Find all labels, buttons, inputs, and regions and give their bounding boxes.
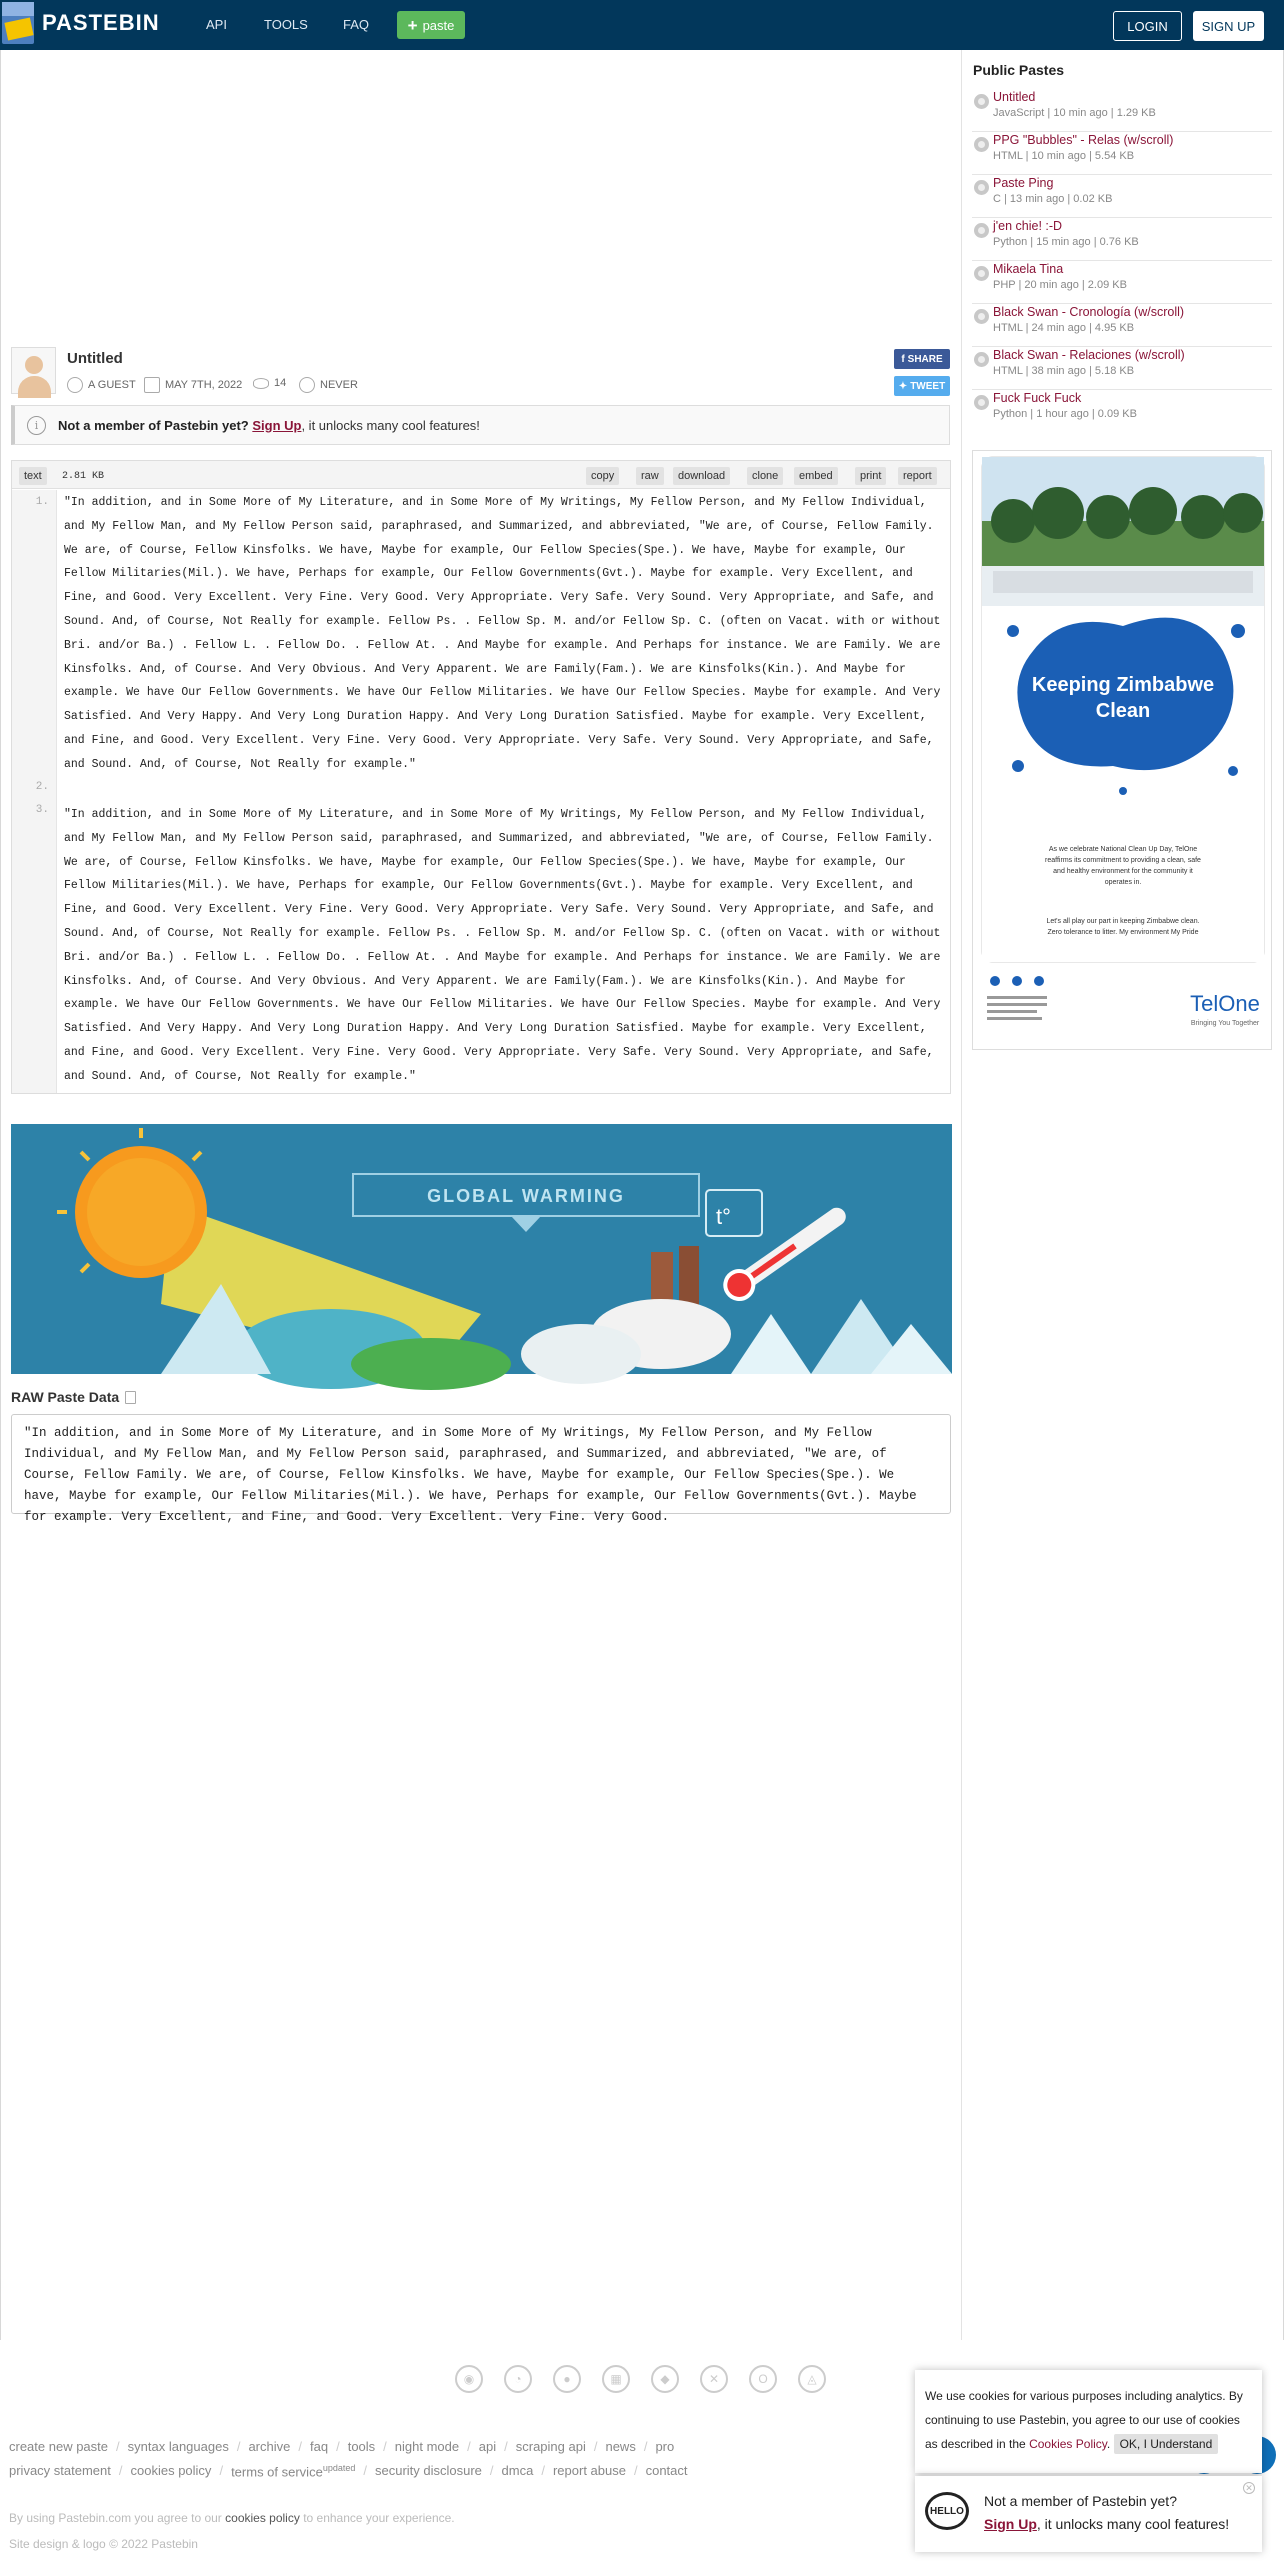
public-paste-item[interactable] <box>972 261 1272 304</box>
footer-link-scraping-api[interactable]: scraping api <box>515 2439 586 2454</box>
eye-icon <box>253 378 269 389</box>
not-member-signup: Sign Up, it unlocks many cool features! <box>984 2516 1230 2532</box>
tor-icon[interactable]: ◬ <box>798 2365 826 2393</box>
code-line-1: "In addition, and in Some More of My Literature, and in Some More of My Writings, My Fellow Person, and My Fellow Individual, and My Fellow Man, and My Fellow Person said, paraphrased, and Summarized, and abbreviated, "We are, of Course, Fellow Family. We are, of Course, Fellow Kinsfolks. We have, Maybe for example, Our Fellow Species(Spe.). We have, Maybe for example, Our Fellow Militaries(Mil.). We have, Perhaps for example, Our Fellow Governments(Gvt.). Maybe for example. Very Excellent, and Fine, and Good. Very Excellent. Very Fine. Very Good. Very Appropriate. Very Safe. Very Sound. Very Appropriate, and Safe, and Sound. And, of Course, Not Really for example. Fellow Ps. . Fellow Sp. M. and/or Fellow Sp. C. (often on Vacat. with or without Bri. and/or Ba.) . Fellow L. . Fellow Do. . Fellow At. . And Maybe for example. And Perhaps for instance. We are Family. We are Kinsfolks. And, of Course. And Very Obvious. And Very Apparent. We are Family(Fam.). We are Kinsfolks(Kin.). And Maybe for example. We have Our Fellow Governments. We have Our Fellow Militaries. We have Our Fellow Species. Maybe for example. And Very Satisfied. And Very Happy. And Very Long Duration Happy. And Very Long Duration Satisfied. Maybe for example. Very Excellent, and Fine, and Good. Very Excellent. Very Fine. Very Good. Very Appropriate. Very Safe. Very Sound. Very Appropriate, and Safe, and Sound. And, of Course, Not Really for example." <box>64 496 948 771</box>
android-icon[interactable]: ◆ <box>651 2365 679 2393</box>
footer-link-privacy-statement[interactable]: privacy statement <box>9 2463 111 2478</box>
footer-app-icons <box>455 2365 826 2393</box>
paste-code-box <box>11 460 951 1094</box>
globe-icon <box>974 137 989 152</box>
cookie-ok-button[interactable]: OK, I Understand <box>1114 2434 1219 2454</box>
opera-icon[interactable]: O <box>749 2365 777 2393</box>
paste-author[interactable]: A GUEST <box>67 377 136 393</box>
public-paste-meta: Python | 15 min ago | 0.76 KB <box>993 236 1139 248</box>
line-number: 2. <box>35 781 49 793</box>
sidebar-divider <box>961 50 962 2340</box>
public-paste-title[interactable]: Paste Ping <box>993 176 1054 190</box>
public-paste-meta: C | 13 min ago | 0.02 KB <box>993 193 1113 205</box>
embed-button[interactable]: embed <box>794 467 838 485</box>
not-member-text: Not a member of Pastebin yet? <box>984 2493 1177 2509</box>
ad-headline-line-1: Keeping Zimbabwe <box>1031 674 1215 696</box>
footer-copyright: Site design & logo © 2022 Pastebin <box>9 2537 198 2551</box>
not-member-popup <box>915 2476 1262 2552</box>
syntax-label[interactable]: text <box>19 467 47 485</box>
public-paste-title[interactable]: Untitled <box>993 90 1036 104</box>
public-paste-meta: HTML | 24 min ago | 4.95 KB <box>993 322 1135 334</box>
paste-title: Untitled <box>67 350 123 367</box>
signup-notice: i Not a member of Pastebin yet? Sign Up , it unlocks many cool features! <box>11 405 950 445</box>
public-paste-item[interactable] <box>972 390 1272 433</box>
footer-cookies-policy-link[interactable]: cookies policy <box>225 2511 300 2525</box>
banner-illustration <box>11 1124 952 1374</box>
public-paste-item[interactable] <box>972 218 1272 261</box>
ad-brand: TelOne <box>1190 991 1260 1016</box>
print-button[interactable]: print <box>855 467 886 485</box>
public-paste-meta: PHP | 20 min ago | 2.09 KB <box>993 279 1127 291</box>
info-icon: i <box>27 416 46 435</box>
paste-expiry: NEVER <box>299 377 358 393</box>
globe-icon <box>974 352 989 367</box>
ad-body-line-6: Zero tolerance to litter. My environment My Pride <box>1047 929 1199 936</box>
public-paste-meta: HTML | 10 min ago | 5.54 KB <box>993 150 1135 162</box>
paste-views: 14 <box>253 377 286 389</box>
nav-api[interactable]: API <box>206 17 227 32</box>
raw-paste-title: RAW Paste Data <box>11 1389 136 1405</box>
firefox-icon[interactable]: ◔ <box>504 2365 532 2393</box>
public-paste-meta: JavaScript | 10 min ago | 1.29 KB <box>993 107 1156 119</box>
nav-faq[interactable]: FAQ <box>343 17 370 32</box>
globe-icon <box>974 180 989 195</box>
public-paste-meta: Python | 1 hour ago | 0.09 KB <box>993 408 1137 420</box>
public-paste-title[interactable]: j'en chie! :-D <box>993 219 1063 233</box>
apple-icon[interactable]: ● <box>553 2365 581 2393</box>
calendar-icon <box>144 377 160 393</box>
footer-link-tools[interactable]: tools <box>347 2439 376 2454</box>
banner-heading: GLOBAL WARMING <box>427 1186 625 1206</box>
chrome-icon[interactable]: ◉ <box>455 2365 483 2393</box>
ad-body-line-2: reaffirms its commitment to providing a clean, safe <box>1045 857 1201 864</box>
new-paste-button[interactable]: + paste <box>397 11 465 39</box>
globe-icon <box>974 395 989 410</box>
ad-headline-line-2: Clean <box>1095 700 1151 722</box>
footer-link-terms-of-service[interactable]: terms of service$^{updated}$ <box>231 2463 356 2480</box>
ad-body-line-5: Let's all play our part in keeping Zimbabwe clean. <box>1046 918 1200 925</box>
globe-icon <box>974 309 989 324</box>
pastebin-logo[interactable] <box>2 2 160 44</box>
globe-icon <box>974 266 989 281</box>
clone-button[interactable]: clone <box>747 467 783 485</box>
footer-link-syntax-languages[interactable]: syntax languages <box>127 2439 229 2454</box>
globe-icon <box>974 223 989 238</box>
copy-button[interactable]: copy <box>586 467 619 485</box>
code-line-3: "In addition, and in Some More of My Literature, and in Some More of My Writings, My Fellow Person, and My Fellow Individual, and My Fellow Man, and My Fellow Person said, paraphrased, and Summarized, and abbreviated, "We are, of Course, Fellow Family. We are, of Course, Fellow Kinsfolks. We have, Maybe for example, Our Fellow Species(Spe.). We have, Maybe for example, Our Fellow Militaries(Mil.). We have, Perhaps for example, Our Fellow Governments(Gvt.). Maybe for example. Very Excellent, and Fine, and Good. Very Excellent. Very Fine. Very Good. Very Appropriate. Very Safe. Very Sound. Very Appropriate, and Safe, and Sound. And, of Course, Not Really for example. Fellow Ps. . Fellow Sp. M. and/or Fellow Sp. C. (often on Vacat. with or without Bri. and/or Ba.) . Fellow L. . Fellow Do. . Fellow At. . And Maybe for example. And Perhaps for instance. We are Family. We are Kinsfolks. And, of Course. And Very Obvious. And Very Apparent. We are Family(Fam.). We are Kinsfolks(Kin.). And Maybe for example. We have Our Fellow Governments. We have Our Fellow Militaries. We have Our Fellow Species. Maybe for example. And Very Satisfied. And Very Happy. And Very Long Duration Happy. And Very Long Duration Satisfied. Maybe for example. Very Excellent, and Fine, and Good. Very Excellent. Very Fine. Very Good. Very Appropriate. Very Safe. Very Sound. Very Appropriate, and Safe, and Sound. And, of Course, Not Really for example." <box>64 808 948 1083</box>
ad-body-line-4: operates in. <box>1104 879 1142 886</box>
telone-ad-artwork <box>973 451 1273 1051</box>
footer-link-create-new-paste[interactable]: create new paste <box>9 2439 109 2454</box>
footer-link-pro[interactable]: pro <box>655 2439 675 2454</box>
public-pastes-title: Public Pastes <box>973 62 1065 78</box>
report-button[interactable]: report <box>898 467 937 485</box>
telone-side-ad[interactable] <box>972 450 1272 1050</box>
public-paste-title[interactable]: Fuck Fuck Fuck <box>993 391 1082 405</box>
hello-speech-bubble-icon: HELLO <box>925 2492 969 2530</box>
ad-body-line-1: As we celebrate National Clean Up Day, TelOne <box>1048 846 1198 853</box>
public-paste-item[interactable] <box>972 89 1272 132</box>
ad-body-line-3: and healthy environment for the community it <box>1053 868 1193 875</box>
footer-link-archive[interactable]: archive <box>248 2439 291 2454</box>
public-paste-item[interactable] <box>972 175 1272 218</box>
public-paste-item[interactable] <box>972 132 1272 175</box>
public-paste-item[interactable] <box>972 347 1272 390</box>
footer-link-api[interactable]: api <box>478 2439 497 2454</box>
footer-link-faq[interactable]: faq <box>310 2439 329 2454</box>
facebook-icon: f <box>901 353 905 365</box>
login-button[interactable]: LOGIN <box>1113 11 1182 41</box>
footer-link-night-mode[interactable]: night mode <box>394 2439 460 2454</box>
clock-icon <box>299 377 315 393</box>
download-button[interactable]: download <box>673 467 730 485</box>
line-number: 1. <box>35 496 49 508</box>
public-paste-meta: HTML | 38 min ago | 5.18 KB <box>993 365 1135 377</box>
signup-link[interactable]: Sign Up <box>252 417 302 433</box>
cookies-policy-link[interactable]: Cookies Policy <box>1029 2437 1107 2451</box>
frame-border-left <box>0 50 1 2340</box>
mac-icon[interactable]: ✕ <box>700 2365 728 2393</box>
line-gutter <box>12 490 57 1093</box>
svg-text:t°: t° <box>716 1204 731 1229</box>
globe-icon <box>974 94 989 109</box>
public-paste-item[interactable] <box>972 304 1272 347</box>
nav-tools[interactable]: TOOLS <box>264 17 308 32</box>
footer-links-row-2: privacy statement / cookies policy / terms of service$^{updated}$ / security disclosure / dmca / report abuse / contact <box>9 2463 688 2480</box>
footer-link-contact[interactable]: contact <box>645 2463 688 2478</box>
footer-link-security-disclosure[interactable]: security disclosure <box>374 2463 482 2478</box>
public-paste-title[interactable]: Mikaela Tina <box>993 262 1064 276</box>
signup-button[interactable]: SIGN UP <box>1193 11 1264 41</box>
user-icon <box>67 377 83 393</box>
raw-paste-textarea[interactable]: "In addition, and in Some More of My Literature, and in Some More of My Writings, My Fellow Person, and My Fellow Individual, and My Fellow Man, and My Fellow Person said, paraphrased, and Summarized, and abbreviated, "We are, of Course, Fellow Family. We are, of Course, Fellow Kinsfolks. We have, Maybe for example, Our Fellow Species(Spe.). We have, Maybe for example, Our Fellow Militaries(Mil.). We have, Perhaps for example, Our Fellow Governments(Gvt.). Maybe for example. Very Excellent, and Fine, and Good. Very Excellent. Very Fine. Very Good. <box>11 1414 951 1514</box>
twitter-tweet-button[interactable]: ✦ TWEET <box>894 376 950 396</box>
twitter-icon: ✦ <box>898 380 908 392</box>
public-paste-title[interactable]: Black Swan - Relaciones (w/scroll) <box>993 348 1185 362</box>
raw-button[interactable]: raw <box>636 467 664 485</box>
footer-link-dmca[interactable]: dmca <box>501 2463 534 2478</box>
footer-link-cookies-policy[interactable]: cookies policy <box>130 2463 212 2478</box>
footer-cookie-note: By using Pastebin.com you agree to our cookies policy to enhance your experience. <box>9 2511 455 2525</box>
paste-size: 2.81 KB <box>62 470 105 482</box>
footer-link-news[interactable]: news <box>605 2439 636 2454</box>
ad-tagline: Bringing You Together <box>1190 1020 1260 1027</box>
popup-signup-link[interactable]: Sign Up <box>984 2516 1037 2532</box>
global-warming-banner-ad[interactable] <box>11 1124 952 1374</box>
close-icon[interactable]: ✕ <box>1243 2482 1255 2494</box>
plus-icon: + <box>407 15 418 35</box>
line-number: 3. <box>35 804 49 816</box>
clipboard-icon[interactable] <box>125 1391 136 1404</box>
logo-text: PASTEBIN <box>42 10 160 35</box>
facebook-share-button[interactable]: f SHARE <box>894 349 950 369</box>
avatar <box>11 347 56 394</box>
public-paste-title[interactable]: Black Swan - Cronología (w/scroll) <box>993 305 1185 319</box>
windows-icon[interactable]: ▦ <box>602 2365 630 2393</box>
paste-date: MAY 7TH, 2022 <box>144 377 242 393</box>
logo-icon <box>2 2 34 44</box>
code-toolbar <box>12 461 950 489</box>
footer-link-report-abuse[interactable]: report abuse <box>552 2463 626 2478</box>
cookie-consent-popup: We use cookies for various purposes including analytics. By continuing to use Pastebin, you agree to our use of cookies as described in the Cookies Policy. OK, I Understand <box>915 2370 1262 2473</box>
top-header <box>0 0 1284 50</box>
public-paste-title[interactable]: PPG "Bubbles" - Relas (w/scroll) <box>993 133 1174 147</box>
footer-links-row-1: create new paste / syntax languages / archive / faq / tools / night mode / api / scraping api / news / pro <box>9 2439 675 2454</box>
